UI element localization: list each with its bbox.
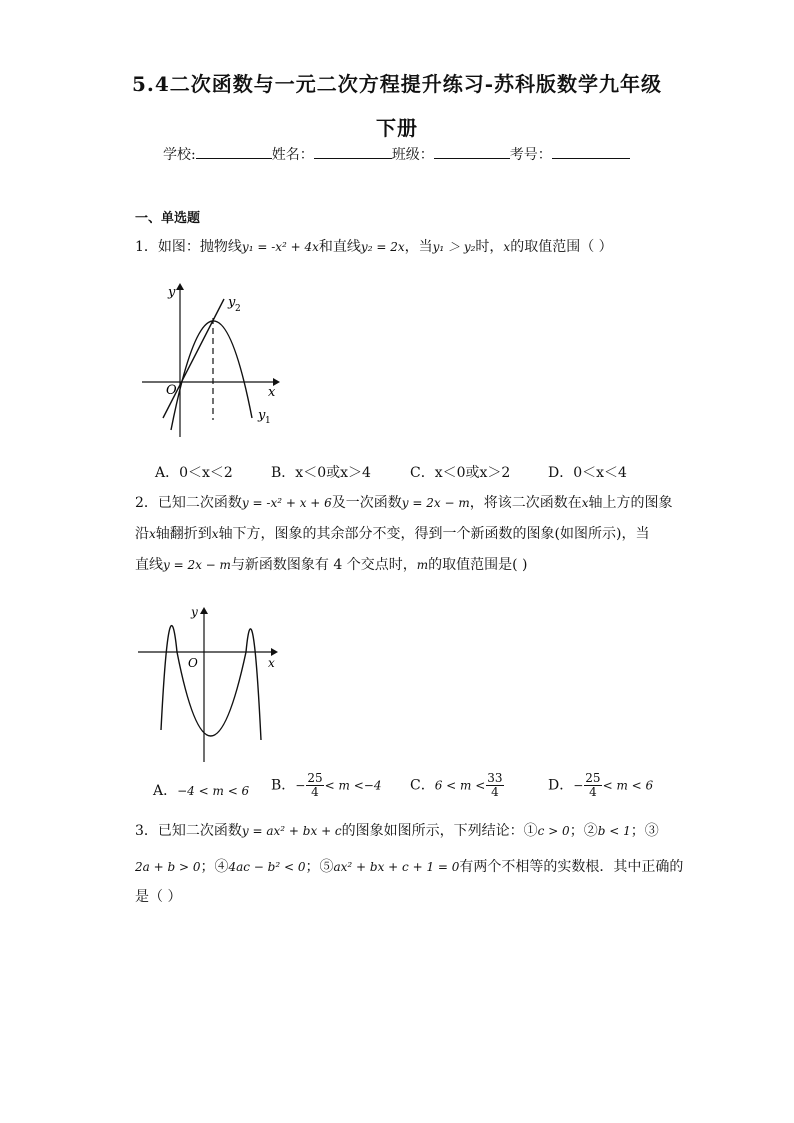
fraction-denominator: 4 bbox=[589, 785, 597, 799]
question-3-line3: 是（ ） bbox=[135, 889, 182, 905]
q1-option-c[interactable] bbox=[410, 462, 510, 482]
q2-text: 及一次函数 bbox=[331, 495, 402, 511]
fraction-numerator: 25 bbox=[585, 771, 601, 785]
q3-conclusion-4: 4ac − b² < 0 bbox=[228, 860, 306, 874]
q1-graph bbox=[138, 280, 288, 440]
q3-text: 已知二次函数 bbox=[157, 823, 242, 839]
q2-text: 直线 bbox=[135, 557, 163, 573]
option-letter: D． bbox=[548, 465, 574, 481]
option-text: − bbox=[295, 778, 306, 793]
q1-option-a[interactable] bbox=[155, 462, 233, 482]
q1-text-a: 如图：抛物线 bbox=[157, 239, 242, 255]
option-text: 0＜x＜4 bbox=[573, 465, 627, 481]
q2-option-c[interactable] bbox=[410, 772, 505, 799]
q2-x-arrow bbox=[271, 648, 278, 656]
question-3-line2 bbox=[135, 858, 683, 876]
q1-y-arrow bbox=[176, 283, 184, 290]
q2-text: ，将该二次函数在 bbox=[469, 495, 582, 511]
q2-text: 轴上方的图象 bbox=[588, 495, 673, 511]
option-text: x＜0或x＞2 bbox=[434, 465, 511, 481]
q1-number: 1． bbox=[135, 239, 158, 255]
class-label: 班级： bbox=[391, 147, 434, 163]
fraction-numerator: 25 bbox=[307, 771, 323, 785]
question-3-line1 bbox=[135, 822, 659, 840]
question-1-text bbox=[135, 238, 613, 256]
q1-y1-label: y bbox=[258, 408, 266, 423]
q1-condition: y₁ ＞ y₂ bbox=[432, 240, 476, 254]
number-label: 考号： bbox=[509, 147, 552, 163]
q1-y1-sub: 1 bbox=[265, 416, 271, 426]
q2-origin-label: O bbox=[188, 656, 198, 670]
q1-var: x bbox=[503, 240, 511, 254]
q2-option-a[interactable] bbox=[153, 780, 249, 800]
option-text: −4 < m < 6 bbox=[177, 784, 250, 798]
q2-option-b[interactable] bbox=[271, 772, 381, 799]
option-text: 6 < m < bbox=[434, 778, 486, 793]
option-text: < m < 6 bbox=[602, 778, 654, 793]
q2-option-d[interactable] bbox=[548, 772, 653, 799]
q2-y-arrow bbox=[200, 607, 208, 614]
q1-text-c: ，当 bbox=[404, 239, 433, 255]
section-title: 一、单选题 bbox=[135, 211, 201, 226]
q2-text: 与新函数图象有 4 个交点时， bbox=[230, 557, 417, 573]
q2-var: m bbox=[416, 558, 429, 572]
question-2-line1 bbox=[135, 494, 673, 512]
q2-number: 2． bbox=[135, 495, 158, 511]
option-text: < m <−4 bbox=[324, 778, 382, 793]
page-title-line2: 下册 bbox=[376, 116, 418, 140]
q1-eq2: y₂ = 2x bbox=[360, 240, 405, 254]
number-field[interactable] bbox=[552, 146, 630, 159]
option-letter: B． bbox=[271, 465, 296, 481]
q1-text-d: 时， bbox=[475, 239, 504, 255]
q1-line-y2 bbox=[163, 299, 224, 418]
q3-text: ；③ bbox=[630, 823, 659, 839]
option-letter: A． bbox=[153, 783, 178, 799]
q1-option-d[interactable] bbox=[548, 462, 627, 482]
q2-eq1: y = -x² + x + 6 bbox=[241, 496, 332, 510]
q1-text-e: 的取值范围（ ） bbox=[510, 239, 613, 255]
page-title-line1: 5.4二次函数与一元二次方程提升练习-苏科版数学九年级 bbox=[131, 72, 663, 96]
name-label: 姓名： bbox=[271, 147, 314, 163]
option-text: x＜0或x＞4 bbox=[295, 465, 371, 481]
fraction-denominator: 4 bbox=[311, 785, 319, 799]
option-text: 0＜x＜2 bbox=[179, 465, 233, 481]
q2-var: x bbox=[211, 527, 219, 541]
q2-text: 轴翻折到 bbox=[155, 526, 212, 542]
q1-y2-sub: 2 bbox=[235, 304, 241, 314]
q3-conclusion-1: c > 0 bbox=[537, 824, 570, 838]
q2-x-label: x bbox=[268, 656, 275, 670]
option-letter: A． bbox=[155, 465, 180, 481]
q2-var: x bbox=[149, 527, 156, 541]
school-field[interactable] bbox=[196, 146, 272, 159]
question-2-line3 bbox=[135, 556, 528, 574]
q1-y-label: y bbox=[168, 285, 176, 300]
fraction-denominator: 4 bbox=[491, 785, 499, 799]
q3-number: 3． bbox=[135, 823, 158, 839]
q1-origin-label: O bbox=[166, 383, 177, 398]
name-field[interactable] bbox=[314, 146, 392, 159]
q1-x-label: x bbox=[268, 385, 276, 400]
q2-text: 已知二次函数 bbox=[157, 495, 242, 511]
q1-text-b: 和直线 bbox=[318, 239, 361, 255]
q3-text: 的图象如图所示，下列结论：① bbox=[341, 823, 538, 839]
fraction-numerator: 33 bbox=[487, 771, 503, 785]
q3-text: ；② bbox=[569, 823, 598, 839]
class-field[interactable] bbox=[434, 146, 510, 159]
q1-y2-label: y bbox=[228, 295, 236, 310]
q2-var: x bbox=[581, 496, 589, 510]
q2-graph bbox=[136, 600, 286, 765]
q3-text: ；⑤ bbox=[305, 859, 334, 875]
fraction bbox=[486, 772, 503, 799]
q3-eq: y = ax² + bx + c bbox=[241, 824, 342, 838]
q1-option-b[interactable] bbox=[271, 462, 371, 482]
q1-eq1: y₁ = -x² + 4x bbox=[241, 240, 319, 254]
option-letter: C． bbox=[410, 777, 435, 794]
q3-conclusion-3: 2a + b > 0 bbox=[135, 860, 201, 874]
q2-text: 轴下方，图象的其余部分不变，得到一个新函数的图象(如图所示)，当 bbox=[218, 526, 650, 542]
q2-eq2: y = 2x − m bbox=[401, 496, 470, 510]
option-letter: D． bbox=[548, 777, 574, 794]
fraction bbox=[306, 772, 323, 799]
school-label: 学校: bbox=[163, 147, 196, 163]
q3-conclusion-2: b < 1 bbox=[597, 824, 631, 838]
q1-parabola-y1 bbox=[171, 321, 252, 430]
q2-text: 的取值范围是( ) bbox=[428, 557, 528, 573]
option-letter: C． bbox=[410, 465, 435, 481]
q2-eq3: y = 2x − m bbox=[163, 558, 231, 572]
student-info-line bbox=[163, 144, 630, 164]
option-text: − bbox=[573, 778, 584, 793]
q3-text: ；④ bbox=[200, 859, 229, 875]
q3-text: 有两个不相等的实数根．其中正确的 bbox=[459, 859, 684, 875]
q2-y-label: y bbox=[191, 605, 198, 619]
q2-right-branch bbox=[246, 629, 261, 740]
q2-left-branch bbox=[161, 626, 177, 730]
q3-conclusion-5: ax² + bx + c + 1 = 0 bbox=[333, 860, 460, 874]
option-letter: B． bbox=[271, 777, 296, 794]
fraction bbox=[584, 772, 601, 799]
question-2-line2 bbox=[135, 525, 650, 543]
q2-text: 沿 bbox=[135, 526, 149, 542]
